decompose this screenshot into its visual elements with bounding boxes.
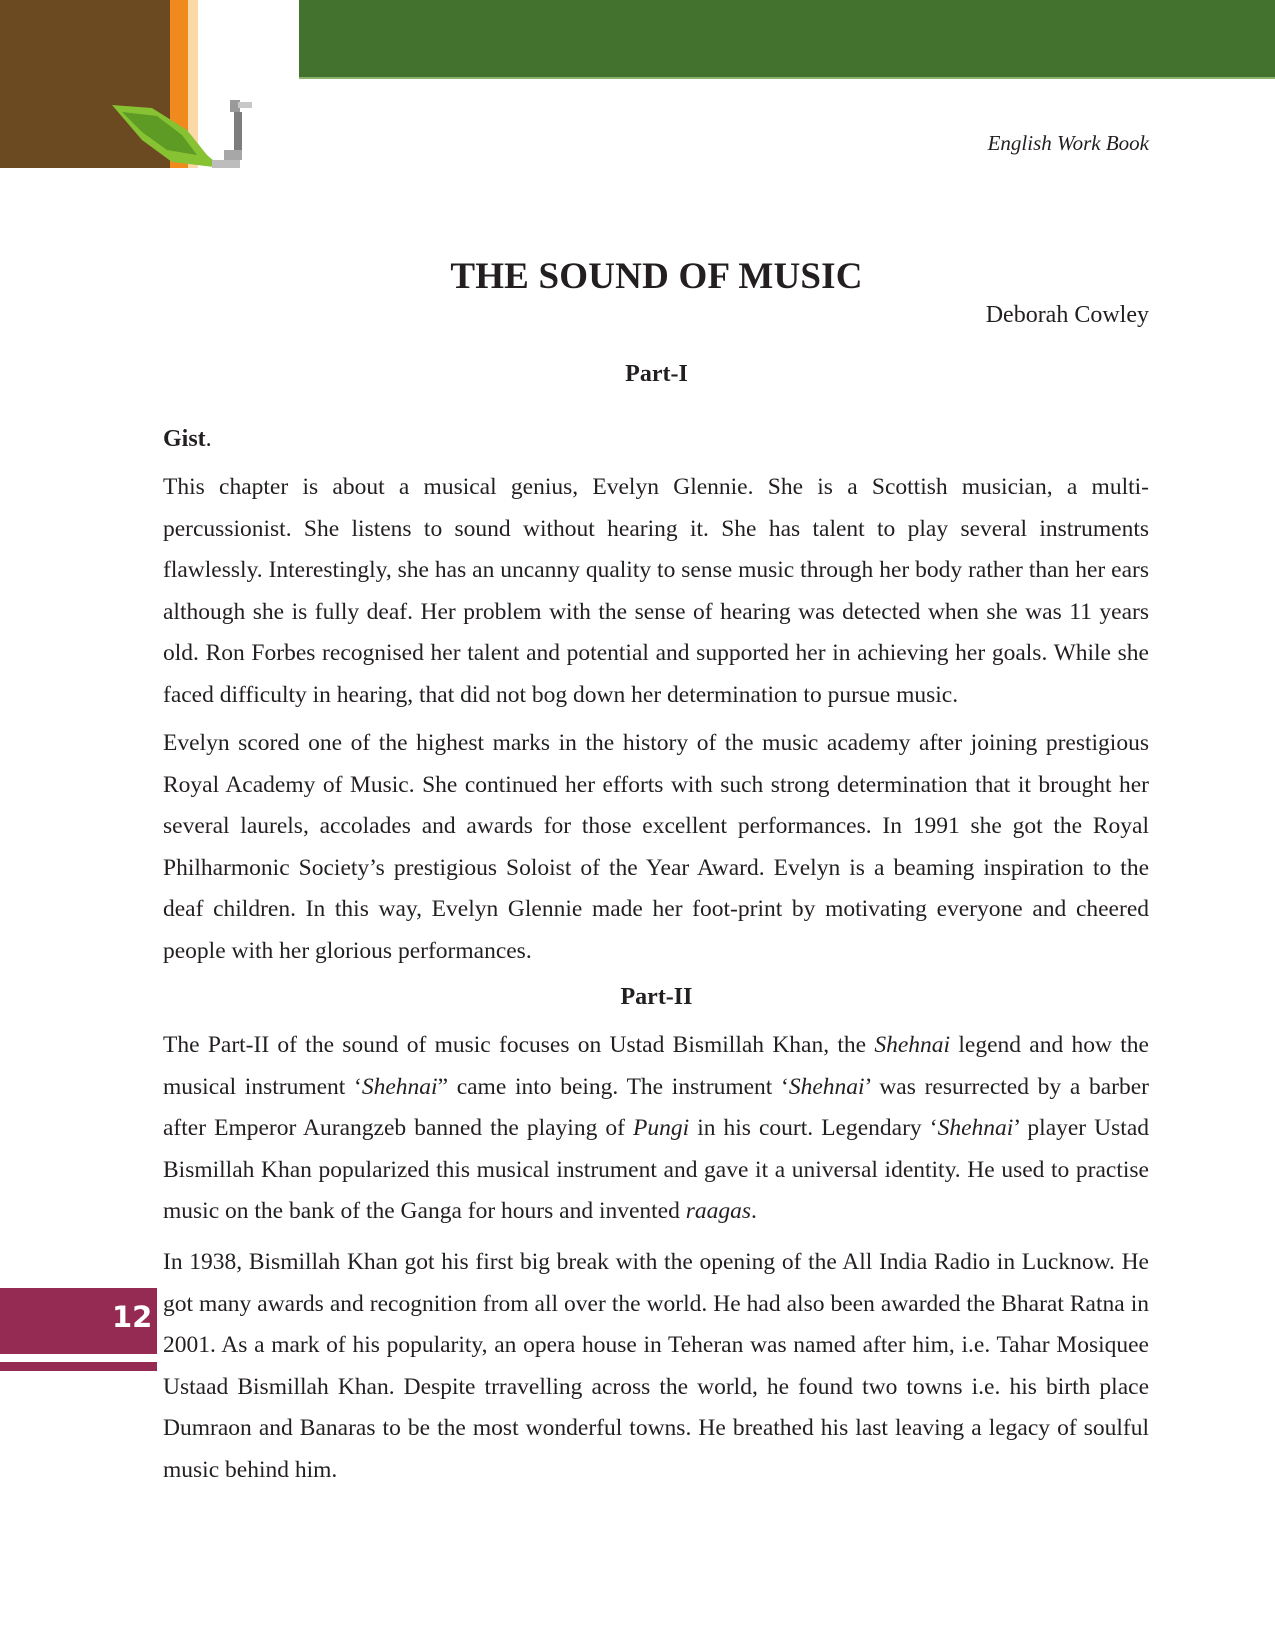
p2-italic-1: Shehnai [874, 1032, 951, 1058]
p2-text-7: . [751, 1198, 757, 1225]
p2-italic-5: Shehnai [937, 1115, 1014, 1142]
running-head: English Work Book [987, 131, 1149, 155]
part-1-paragraph-1: This chapter is about a musical genius, Evelyn Glennie. She is a Scottish musician, a multi-percussionist. She listens to sound without hearing it. She has talent to play several instruments flawlessly. Interestingly, she has an uncanny quality to sense music through her body rather than her ears although she is fully deaf. Her problem with the sense of hearing was detected when she was 11 years old. Ron Forbes recognised her talent and potential and supported her in achieving her goals. While she faced difficulty in hearing, that did not bog down her determination to pursue music. [163, 474, 1149, 708]
p2-text-3: ” came into being. The instrument ‘ [437, 1073, 789, 1100]
p2-italic-2: Shehnai [361, 1073, 438, 1100]
part-1-heading: Part-I [625, 361, 688, 387]
leaf-logo-icon [112, 100, 252, 175]
page-number-rule [0, 1362, 157, 1371]
gist-label-text: Gist [163, 426, 206, 452]
p2-italic-4: Pungi [633, 1115, 690, 1142]
author-name: Deborah Cowley [985, 302, 1149, 328]
p2-text-4: ’ was resurrected by a barber after Emperor Aurangzeb banned the playing of [163, 1073, 1149, 1142]
p2-text-5: in his court. Legendary ‘ [689, 1115, 938, 1142]
p2-italic-3: Shehnai [788, 1073, 865, 1100]
gist-label-punct: . [205, 426, 212, 452]
page-number: 12 [112, 1300, 153, 1334]
p2-text-6: ’ player Ustad Bismillah Khan popularized this musical instrument and gave it a universal identity. He used to practise music on the bank of the Ganga for hours and invented [163, 1115, 1149, 1225]
part-2-paragraph-1 [163, 1025, 1149, 1233]
part-2-heading: Part-II [620, 984, 693, 1010]
header-green-rule [299, 77, 1275, 79]
chapter-title: THE SOUND OF MUSIC [450, 256, 863, 297]
gist-label [163, 426, 212, 453]
header-green-band [299, 0, 1275, 77]
p2-italic-6: raagas [685, 1198, 752, 1225]
part-2-paragraph-2: In 1938, Bismillah Khan got his first big break with the opening of the All India Radio in Lucknow. He got many awards and recognition from all over the world. He had also been awarded the Bharat Ratna in 2001. As a mark of his popularity, an opera house in Teheran was named after him, i.e. Tahar Mosiquee Ustaad Bismillah Khan. Despite trravelling across the world, he found two towns i.e. his birth place Dumraon and Banaras to be the most wonderful towns. He breathed his last leaving a legacy of soulful music behind him. [163, 1249, 1149, 1483]
p2-text-1: The Part-II of the sound of music focuses on Ustad Bismillah Khan, the [163, 1032, 875, 1058]
p2-text-2: legend and how the musical instrument ‘ [163, 1032, 1149, 1100]
part-1-paragraph-2: Evelyn scored one of the highest marks in the history of the music academy after joining prestigious Royal Academy of Music. She continued her efforts with such strong determination that it brought her several laurels, accolades and awards for those excellent performances. In 1991 she got the Royal Philharmonic Society’s prestigious Soloist of the Year Award. Evelyn is a beaming inspiration to the deaf children. In this way, Evelyn Glennie made her foot-print by motivating everyone and cheered people with her glorious performances. [163, 730, 1149, 964]
